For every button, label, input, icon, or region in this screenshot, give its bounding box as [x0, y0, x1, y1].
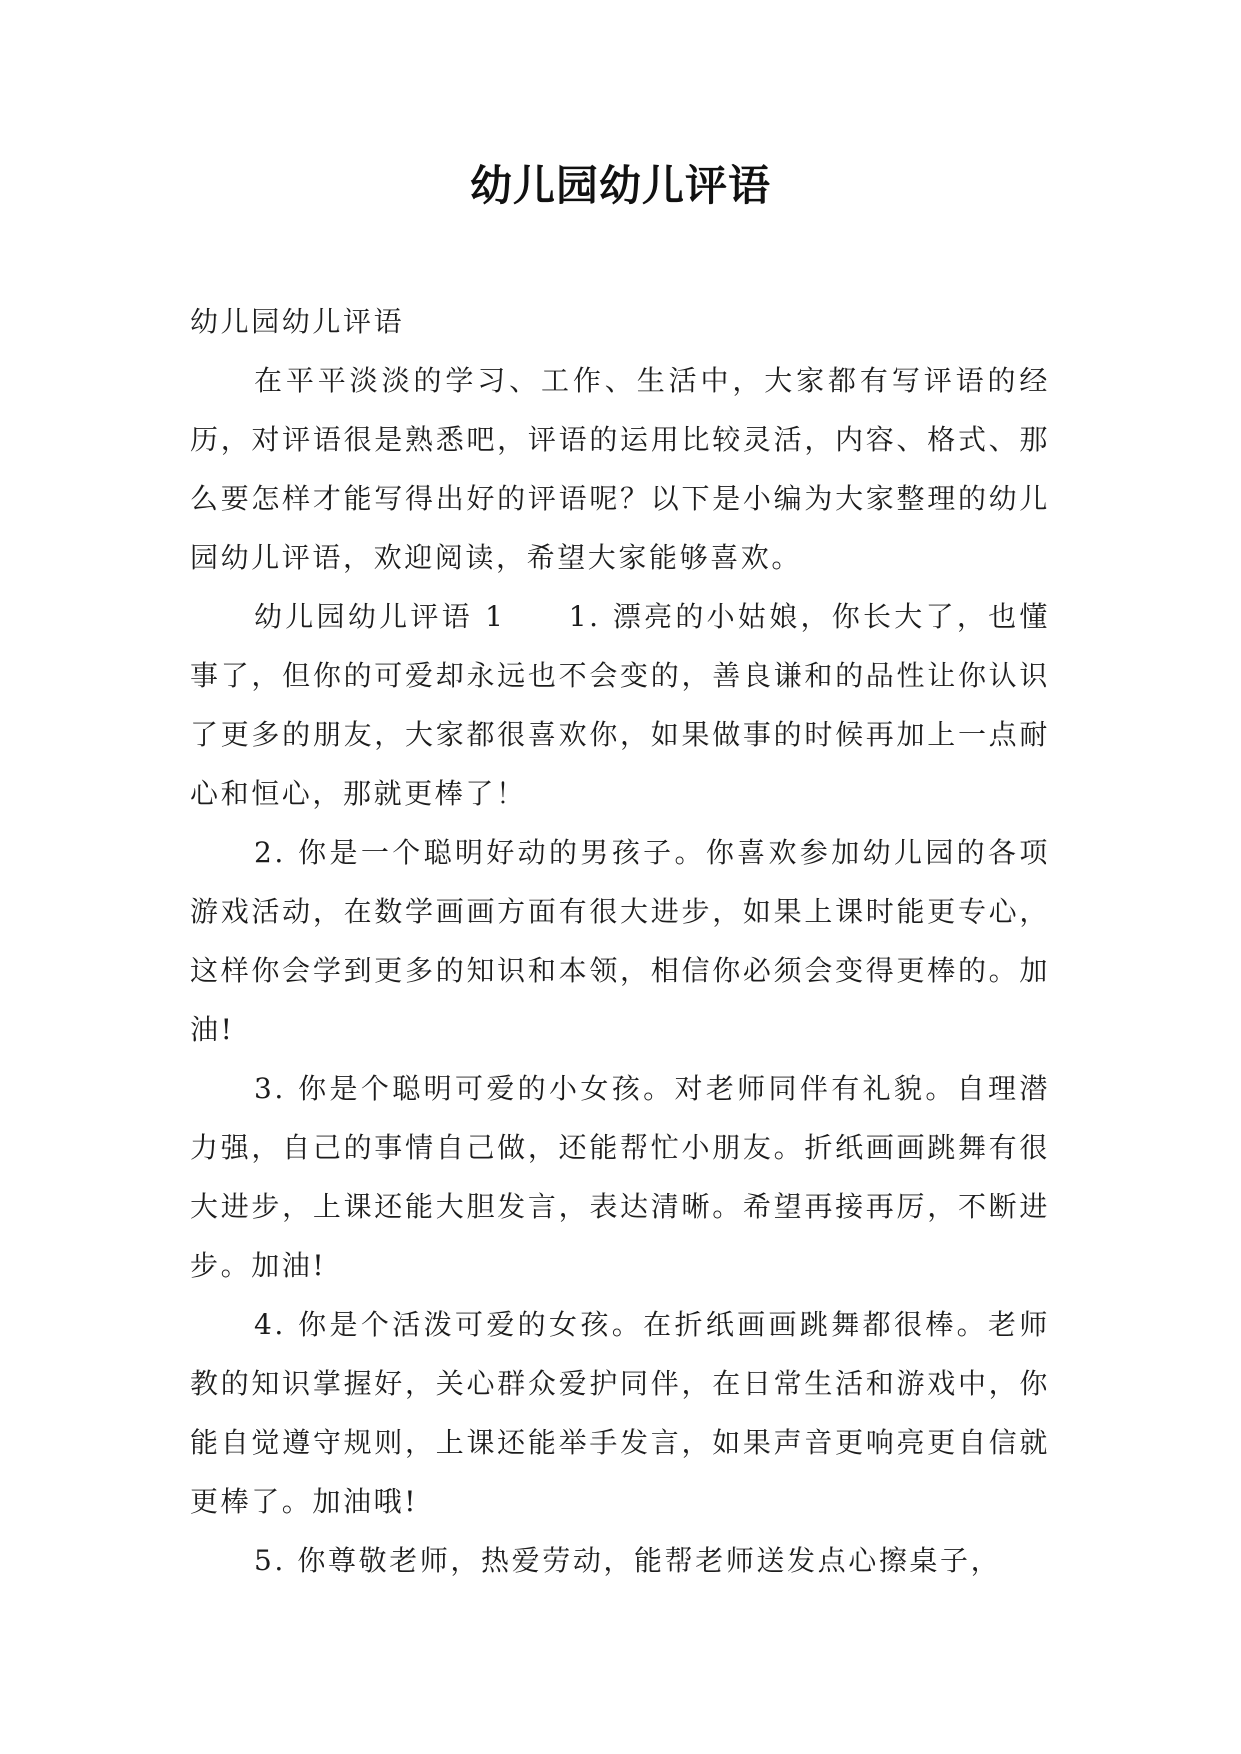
comment-paragraph-5: 5. 你尊敬老师，热爱劳动，能帮老师送发点心擦桌子， — [254, 1544, 1002, 1577]
document-body — [190, 292, 1050, 1590]
document-title: 幼儿园幼儿评语 — [469, 161, 771, 210]
comment-paragraph-2: 2. 你是一个聪明好动的男孩子。你喜欢参加幼儿园的各项游戏活动，在数学画画方面有很大进步，如果上课时能更专心，这样你会学到更多的知识和本领，相信你必须会变得更棒的。加油! — [190, 836, 1050, 1046]
comment-paragraph-1: 幼儿园幼儿评语 1 1. 漂亮的小姑娘，你长大了，也懂事了，但你的可爱却永远也不会变的，善良谦和的品性让你认识了更多的朋友，大家都很喜欢你，如果做事的时候再加上一点耐心和恒心，那就更棒了！ — [190, 600, 1050, 810]
comment-paragraph-3: 3. 你是个聪明可爱的小女孩。对老师同伴有礼貌。自理潜力强，自己的事情自己做，还能帮忙小朋友。折纸画画跳舞有很大进步，上课还能大胆发言，表达清晰。希望再接再厉，不断进步。加油! — [190, 1072, 1050, 1282]
document-subtitle: 幼儿园幼儿评语 — [190, 305, 405, 338]
intro-paragraph: 在平平淡淡的学习、工作、生活中，大家都有写评语的经历，对评语很是熟悉吧，评语的运用比较灵活，内容、格式、那么要怎样才能写得出好的评语呢？以下是小编为大家整理的幼儿园幼儿评语，欢迎阅读，希望大家能够喜欢。 — [190, 364, 1050, 574]
comment-paragraph-4: 4. 你是个活泼可爱的女孩。在折纸画画跳舞都很棒。老师教的知识掌握好，关心群众爱护同伴，在日常生活和游戏中，你能自觉遵守规则，上课还能举手发言，如果声音更响亮更自信就更棒了。加油哦! — [190, 1308, 1050, 1518]
